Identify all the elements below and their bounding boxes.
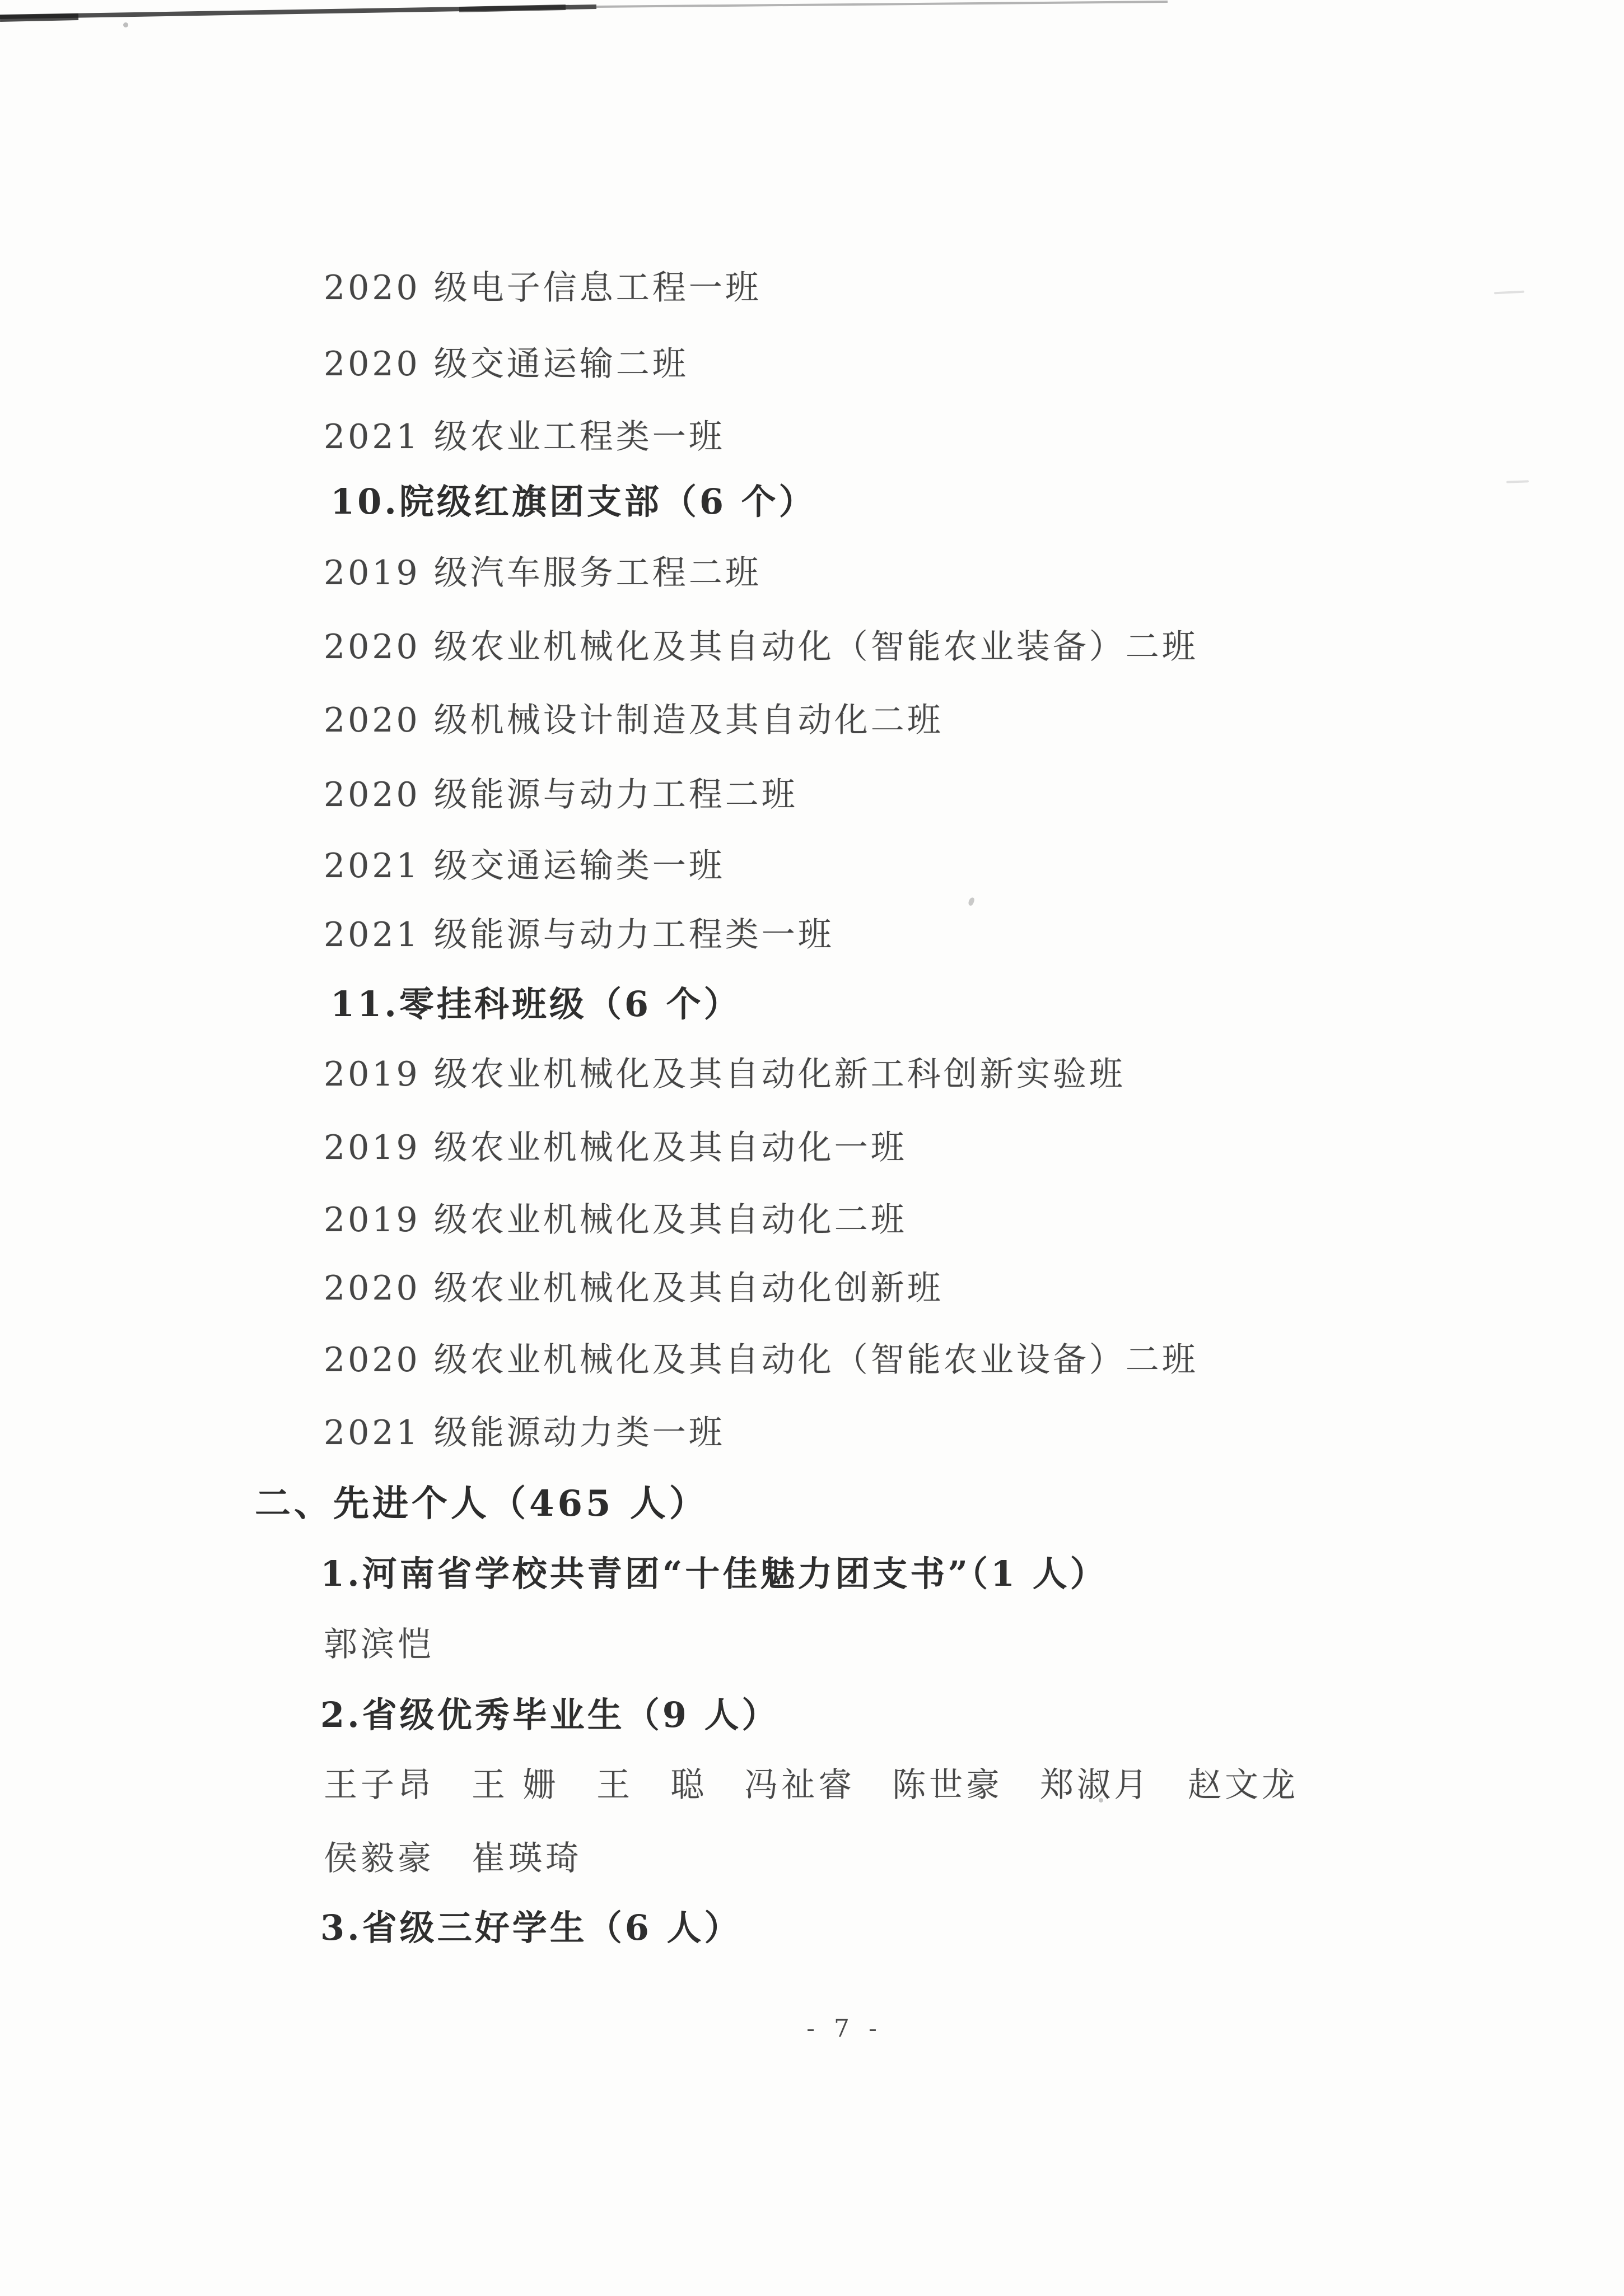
class-list-item: 2021 级交通运输类一班: [324, 846, 725, 886]
class-list-item: 2019 级农业机械化及其自动化新工科创新实验班: [324, 1055, 1126, 1094]
class-list-item: 2019 级汽车服务工程二班: [324, 553, 762, 593]
scan-artifact-dash: [1494, 291, 1524, 295]
class-list-item: 2020 级农业机械化及其自动化（智能农业装备）二班: [324, 627, 1198, 667]
class-list-item: 2019 级农业机械化及其自动化一班: [324, 1128, 907, 1167]
award-category-heading: 1.河南省学校共青团“十佳魅力团支书”（1 人）: [320, 1553, 1108, 1594]
award-category-heading: 3.省级三好学生（6 人）: [320, 1907, 742, 1948]
class-list-item: 2020 级电子信息工程一班: [324, 268, 762, 308]
section-heading: 二、先进个人（465 人）: [255, 1483, 708, 1525]
class-list-item: 2021 级农业工程类一班: [324, 417, 725, 457]
scan-artifact-dot: [968, 897, 975, 906]
page-number: - 7 -: [806, 2014, 883, 2043]
class-list-item: 2020 级农业机械化及其自动化创新班: [324, 1269, 944, 1308]
award-category-heading: 10.院级红旗团支部（6 个）: [330, 481, 816, 522]
class-list-item: 2019 级农业机械化及其自动化二班: [324, 1200, 907, 1240]
class-list-item: 2020 级农业机械化及其自动化（智能农业设备）二班: [324, 1340, 1198, 1380]
class-list-item: 2020 级机械设计制造及其自动化二班: [324, 701, 944, 740]
scan-artifact-dot: [123, 22, 128, 27]
scan-artifact-line: [0, 0, 1624, 39]
award-category-heading: 2.省级优秀毕业生（9 人）: [320, 1694, 780, 1735]
names-line: 郭滨恺: [324, 1625, 435, 1664]
class-list-item: 2020 级交通运输二班: [324, 344, 689, 384]
award-category-heading: 11.零挂科班级（6 个）: [330, 984, 741, 1024]
names-line: 王子昂 王 姗 王 聪 冯祉睿 陈世豪 郑淑月 赵文龙: [324, 1766, 1299, 1805]
scan-artifact-dash: [1506, 480, 1529, 483]
class-list-item: 2021 级能源动力类一班: [324, 1413, 725, 1452]
names-line: 侯毅豪 崔瑛琦: [324, 1839, 582, 1878]
class-list-item: 2021 级能源与动力工程类一班: [324, 915, 834, 954]
class-list-item: 2020 级能源与动力工程二班: [324, 775, 798, 814]
